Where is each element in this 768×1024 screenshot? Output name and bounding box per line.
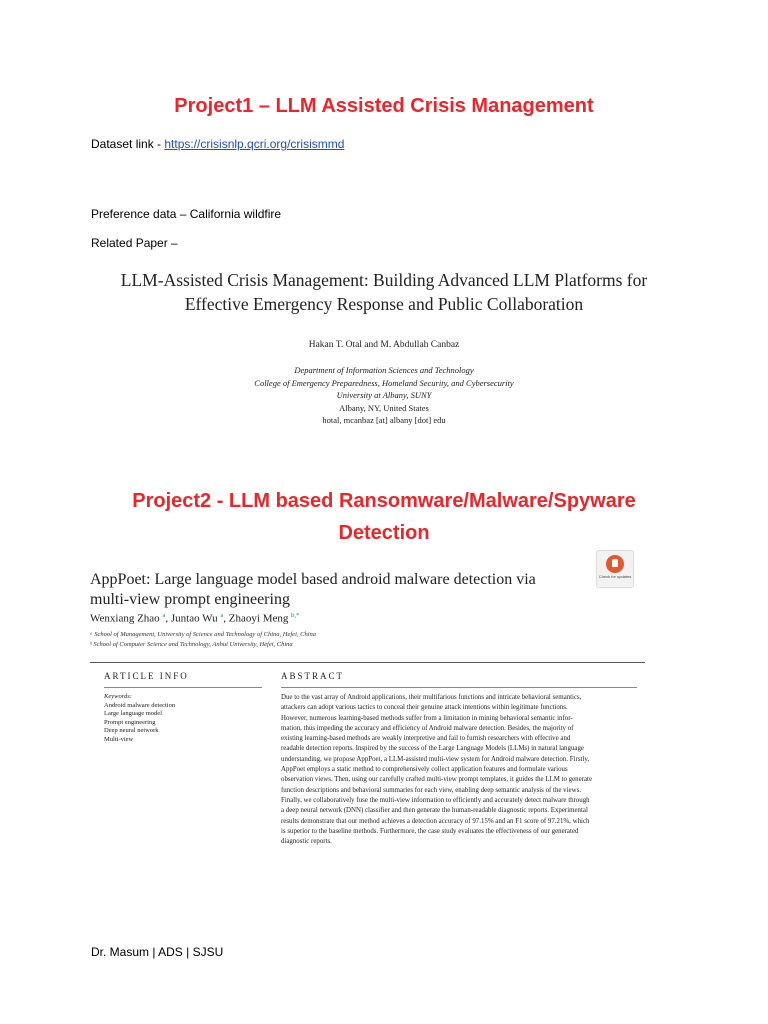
paper1-affil2: College of Emergency Preparedness, Homeland Security, and Cybersecurity: [254, 377, 514, 388]
paper1-title-line1: LLM-Assisted Crisis Management: Building Advanced LLM Platforms for: [120, 270, 648, 290]
dataset-link[interactable]: https://crisisnlp.qcri.org/crisismmd: [164, 137, 345, 151]
abstract-rule: [281, 687, 637, 688]
abstract-line: results demonstrate that our method achieves a detection accuracy of 97.15% and an F1 score of 97.21%, which: [281, 817, 590, 825]
check-for-updates-badge[interactable]: [596, 550, 634, 588]
paper1-title: [60, 268, 708, 316]
paper1-title-line2: Effective Emergency Response and Public Collaboration: [184, 294, 584, 314]
keyword-item: Large language model: [104, 710, 162, 718]
abstract-heading: ABSTRACT: [281, 671, 345, 681]
badge-text: Check for updates: [598, 574, 632, 579]
author2-sup: a: [220, 612, 224, 619]
info-rule: [104, 687, 262, 688]
project1-heading: Project1 – LLM Assisted Crisis Management: [174, 95, 594, 117]
paper2-title: [90, 570, 590, 610]
keyword-item: Android malware detection: [104, 701, 176, 709]
related-paper-label: Related Paper –: [91, 236, 178, 250]
abstract-line: is superior to the baseline methods. Furthermore, the case study evaluates the effectiveness of our generated: [281, 827, 579, 835]
abstract-line: function descriptions and behavioral summaries for each view, enabling deep semantic analysis of the views.: [281, 786, 581, 794]
paper1-email: hotal, mcanbaz [at] albany [dot] edu: [322, 415, 446, 425]
abstract-line: diagnostic reports.: [281, 838, 332, 846]
keyword-item: Multi-view: [104, 735, 134, 743]
abstract-line: Finally, we collaboratively fuse the multi-view information to efficiently and accurately detect malware through: [281, 796, 590, 804]
project2-heading-line1: Project2 - LLM based Ransomware/Malware/Spyware: [132, 490, 636, 512]
keywords-block: [104, 693, 264, 745]
abstract-line: AppPoet employs a static method to comprehensively collect application features and formulate various: [281, 766, 568, 774]
keywords-label: Keywords:: [104, 693, 132, 700]
abstract-text: [281, 693, 637, 847]
paper1-location: Albany, NY, United States: [339, 402, 429, 413]
preference-data-text: Preference data – California wildfire: [91, 207, 282, 221]
dataset-label: Dataset link -: [91, 137, 165, 151]
author3: Zhaoyi Meng: [228, 612, 289, 625]
abstract-line: a deep neural network (DNN) classifier and then generate the human-readable diagnostic reports. Experimental: [281, 807, 588, 815]
project2-heading-line2: Detection: [338, 522, 430, 544]
top-rule: [90, 662, 645, 663]
author2: Juntao Wu: [170, 612, 218, 625]
paper1-affil3: University at Albany, SUNY: [336, 390, 432, 400]
author1: Wenxiang Zhao: [90, 612, 160, 625]
project2-heading: [0, 485, 768, 549]
abstract-line: understanding, we propose AppPoet, a LLM-assisted multi-view system for Android malware detection. Firstly,: [281, 755, 590, 763]
author1-sup: a: [162, 612, 166, 619]
abstract-line: existing learning-based methods are weakly interpretive and fail to furnish researchers with effective and: [281, 735, 571, 743]
abstract-line: attackers can adopt various tactics to conceal their genuine attack intentions within legitimate functions.: [281, 704, 568, 712]
paper2-affil-a: ᵃ School of Management, University of Science and Technology of China, Hefei, China: [90, 631, 317, 638]
keyword-item: Prompt engineering: [104, 718, 156, 726]
dataset-line: [91, 137, 344, 151]
paper2-authors: Wenxiang Zhao $^a$, Juntao Wu $^a$, Zhaoyi Meng $^{b,*}$: [90, 612, 300, 625]
check-updates-icon: [606, 555, 624, 573]
abstract-line: readable detection reports. Inspired by the success of the Large Language Models (LLMs) in natural language: [281, 745, 584, 753]
abstract-line: mation, thus impeding the accuracy and efficiency of Android malware detection. Besides, the majority of: [281, 724, 574, 732]
paper2-affil-b: ᵇ School of Computer Science and Technology, Anhui University, Hefei, China: [90, 641, 293, 648]
abstract-line: observation views. Then, using our carefully crafted multi-view prompt templates, it guides the LLM to generate: [281, 776, 593, 784]
footer-text: Dr. Masum | ADS | SJSU: [91, 945, 224, 959]
article-info-heading: ARTICLE INFO: [104, 671, 189, 681]
abstract-line: However, numerous learning-based methods suffer from a limitation in mining behavioral semantic infor-: [281, 714, 573, 722]
paper1-affil1: Department of Information Sciences and Technology: [294, 365, 474, 375]
paper2-title-line2: multi-view prompt engineering: [90, 591, 290, 608]
paper2-title-line1: AppPoet: Large language model based android malware detection via: [90, 571, 536, 588]
paper1-authors: Hakan T. Otal and M. Abdullah Canbaz: [308, 340, 460, 350]
author3-sup: b,*: [291, 612, 300, 619]
paper1-affiliations: [160, 364, 608, 427]
keyword-item: Deep neural network: [104, 727, 159, 735]
abstract-line: Due to the vast array of Android applications, their multifarious functions and intricate behavioral semantics,: [281, 694, 582, 701]
